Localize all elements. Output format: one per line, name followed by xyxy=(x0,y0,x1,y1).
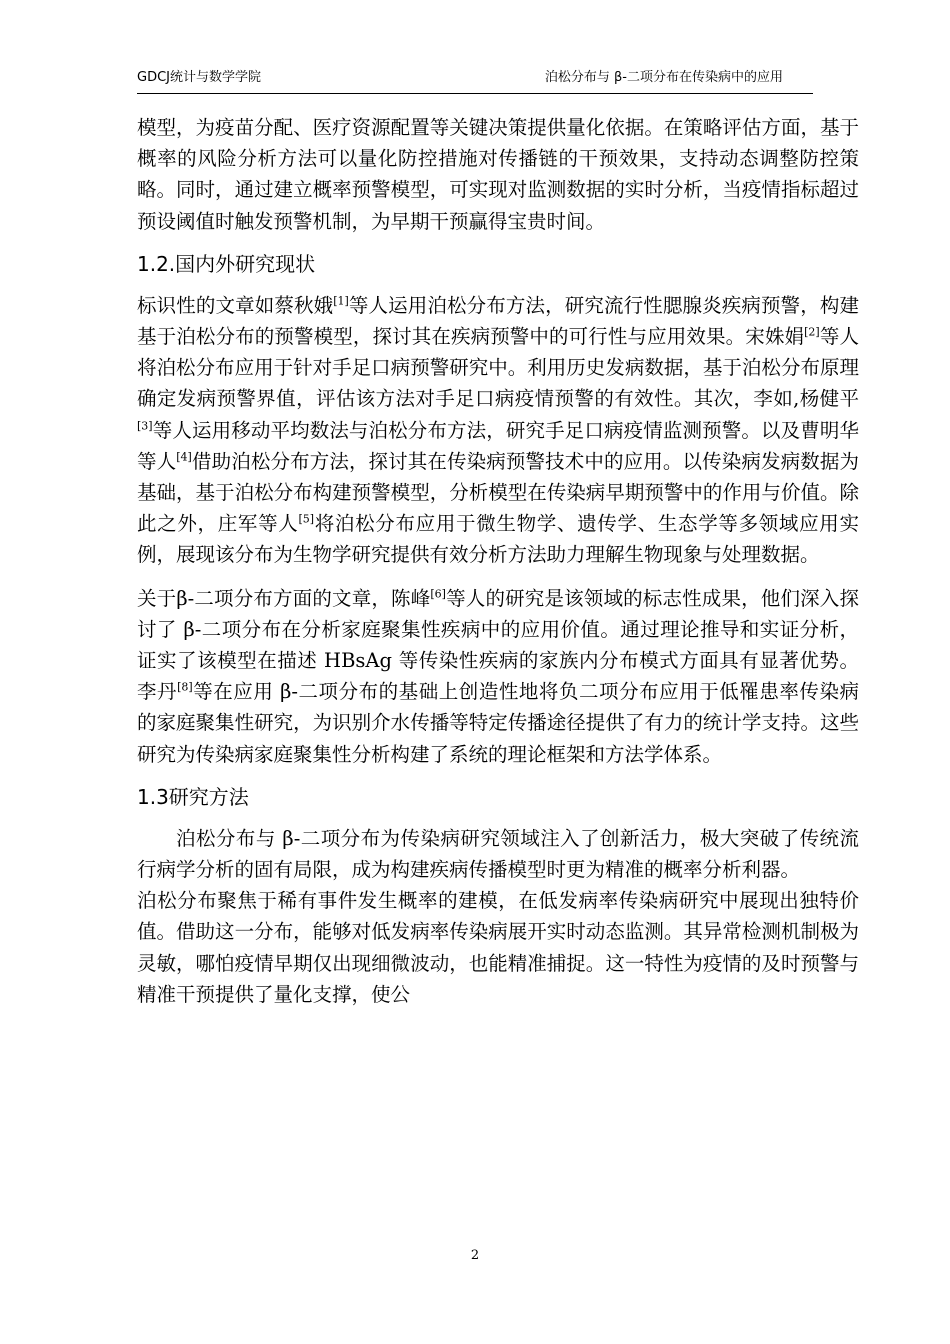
citation-8: [8] xyxy=(177,680,193,694)
citation-3: [3] xyxy=(137,419,153,433)
page-body xyxy=(137,112,859,1010)
section-heading-1-2: 1.2.国内外研究现状 xyxy=(137,251,316,276)
paragraph-poisson-methods: 泊松分布聚焦于稀有事件发生概率的建模，在低发病率传染病研究中展现出独特价值。借助这一分布，能够对低发病率传染病展开实时动态监测。其异常检测机制极为灵敏，哪怕疫情早期仅出现细微波动，也能精准捕捉。这一特性为疫情的及时预警与精准干预提供了量化支撑，使公 xyxy=(137,889,859,1006)
citation-6: [6] xyxy=(430,587,446,601)
citation-5: [5] xyxy=(298,512,315,526)
paragraph-beta-binomial-review: 关于β-二项分布方面的文章，陈峰[6]等人的研究是该领域的标志性成果，他们深入探讨了 β-二项分布在分析家庭聚集性疾病中的应用价值。通过理论推导和实证分析，证实了该模型在描述 HBsAg 等传染性疾病的家族内分布模式方面具有显著优势。李丹[8]等在应用 β-二项分布的基础上创造性地将负二项分布应用于低罹患率传染病的家庭聚集性研究，为识别介水传播等特定传播途径提供了有力的统计学支持。这些研究为传染病家庭聚集性分析构建了系统的理论框架和方法学体系。 xyxy=(137,586,859,766)
header-left-text: GDCJ统计与数学学院 xyxy=(137,70,261,85)
paragraph-continued: 模型，为疫苗分配、医疗资源配置等关键决策提供量化依据。在策略评估方面，基于概率的风险分析方法可以量化防控措施对传播链的干预效果，支持动态调整防控策略。同时，通过建立概率预警模型，可实现对监测数据的实时分析，当疫情指标超过预设阈值时触发预警机制，为早期干预赢得宝贵时间。 xyxy=(137,116,859,233)
header-right-text: 泊松分布与 β-二项分布在传染病中的应用 xyxy=(544,70,783,85)
paragraph-methods-intro: 泊松分布与 β-二项分布为传染病研究领域注入了创新活力，极大突破了传统流行病学分析的固有局限，成为构建疾病传播模型时更为精准的概率分析利器。 xyxy=(137,826,859,882)
paragraph-poisson-review: 标识性的文章如蔡秋娥[1]等人运用泊松分布方法，研究流行性腮腺炎疾病预警，构建基于泊松分布的预警模型，探讨其在疾病预警中的可行性与应用效果。宋姝娟[2]等人将泊松分布应用于针对手足口病预警研究中。利用历史发病数据，基于泊松分布原理确定发病预警界值，评估该方法对手足口病疫情预警的有效性。其次，李如,杨健平[3]等人运用移动平均数法与泊松分布方法，研究手足口病疫情监测预警。以及曹明华等人[4]借助泊松分布方法，探讨其在传染病预警技术中的应用。以传染病发病数据为基础，基于泊松分布构建预警模型，分析模型在传染病早期预警中的作用与价值。除此之外，庄军等人[5]将泊松分布应用于微生物学、遗传学、生态学等多领域应用实例，展现该分布为生物学研究提供有效分析方法助力理解生物现象与处理数据。 xyxy=(137,293,859,567)
section-heading-1-3: 1.3研究方法 xyxy=(137,784,249,809)
header-rule xyxy=(137,93,813,94)
citation-1: [1] xyxy=(333,294,349,308)
running-header xyxy=(137,66,813,88)
citation-2: [2] xyxy=(804,325,820,339)
page-number: 2 xyxy=(470,1248,480,1263)
citation-4: [4] xyxy=(176,450,192,464)
